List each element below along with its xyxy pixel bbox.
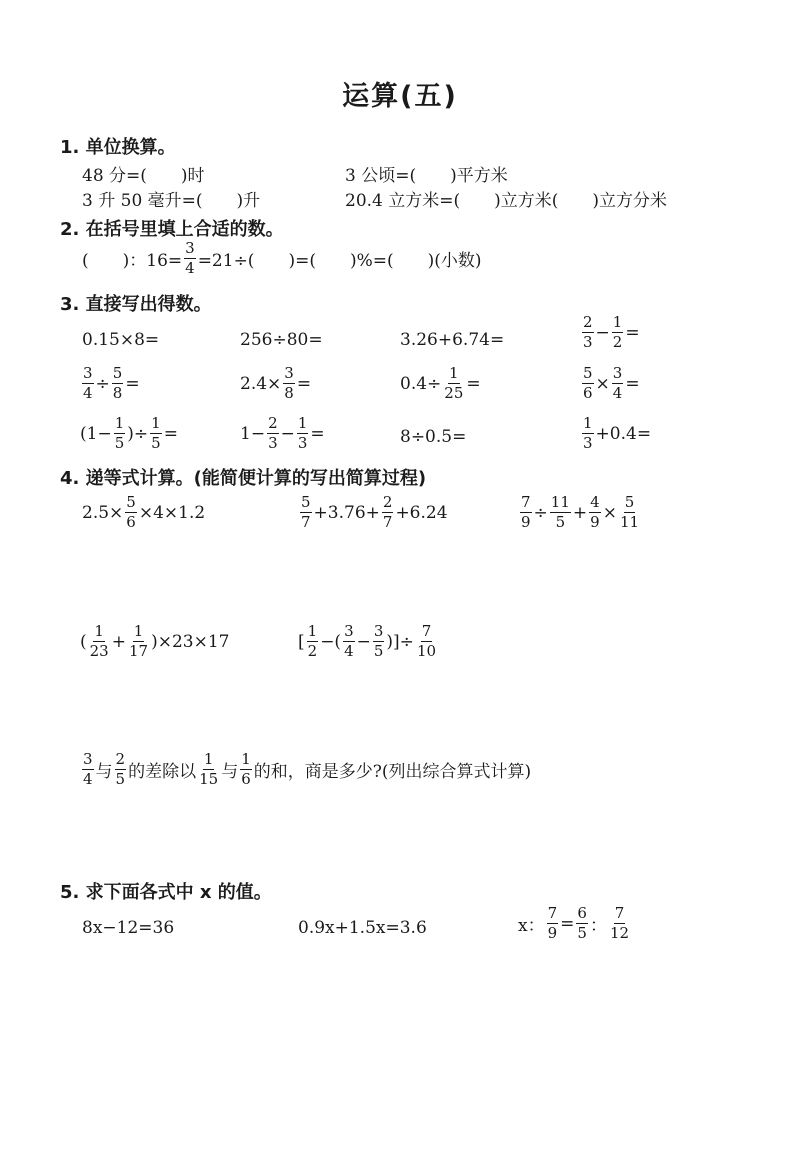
s4-word-problem: $\frac{3}{4}$ 与 $\frac{2}{5}$ 的差除以 $\frac{1}{15}$ 与 $\frac{1}{6}$ 的和，商是多少?(列出综合算式计算): [83, 750, 532, 788]
s3-r3-a: (1− $\frac{1}{5}$ )÷ $\frac{1}{5}$ =: [80, 414, 178, 452]
s3-r2-a: $\frac{3}{4}$ ÷ $\frac{5}{8}$ =: [83, 364, 140, 402]
s5-eq-b: 0.9x+1.5x=3.6: [298, 918, 427, 938]
section-3-heading: 3. 直接写出得数。: [60, 294, 212, 315]
s3-r2-c: 0.4÷ $\frac{1}{25}$ =: [400, 364, 481, 402]
s4-expr-2: $\frac{5}{7}$ +3.76+ $\frac{2}{7}$ +6.24: [301, 493, 448, 531]
s4-expr-4: ( $\frac{1}{23}$ + $\frac{1}{17}$ )×23×17: [80, 622, 230, 660]
section-4-heading: 4. 递等式计算。(能简便计算的写出简算过程): [60, 468, 427, 489]
s3-r3-d: $\frac{1}{3}$ +0.4=: [583, 414, 652, 452]
section-1-heading: 1. 单位换算。: [60, 137, 176, 158]
s2-fraction: $\frac{3}{4}$: [185, 239, 195, 277]
s1-problem-c: 3 升 50 毫升=( )升: [82, 191, 261, 211]
s1-problem-b: 3 公顷=( )平方米: [345, 166, 508, 186]
s2-text-1: ( )：16=: [82, 251, 183, 271]
s3-r1-a: 0.15×8=: [82, 330, 160, 350]
s3-r1-c: 3.26+6.74=: [400, 330, 505, 350]
s3-r2-d: $\frac{5}{6}$ × $\frac{3}{4}$ =: [583, 364, 640, 402]
s5-eq-c: x： $\frac{7}{9}$ = $\frac{6}{5}$ ： $\frac{7}{12}$: [518, 904, 630, 942]
page-title: 运算(五): [342, 81, 458, 112]
s4-expr-1: 2.5× $\frac{5}{6}$ ×4×1.2: [82, 493, 206, 531]
s5-eq-a: 8x−12=36: [82, 918, 175, 938]
s3-r3-c: 8÷0.5=: [400, 427, 467, 447]
s4-expr-5: [ $\frac{1}{2}$ −( $\frac{3}{4}$ − $\frac{3}{5}$ )]÷ $\frac{7}{10}$: [298, 622, 437, 660]
s2-text-2: =21÷( )=( )%=( )(小数): [197, 251, 482, 271]
s3-r3-b: 1− $\frac{2}{3}$ − $\frac{1}{3}$ =: [240, 414, 325, 452]
s2-problem: [82, 241, 482, 276]
s3-r1-d: $\frac{2}{3}$ − $\frac{1}{2}$ =: [583, 313, 640, 351]
section-2-heading: 2. 在括号里填上合适的数。: [60, 219, 284, 240]
s3-r1-b: 256÷80=: [240, 330, 323, 350]
s4-expr-3: $\frac{7}{9}$ ÷ $\frac{11}{5}$ + $\frac{4}{9}$ × $\frac{5}{11}$: [521, 493, 640, 531]
s3-r2-b: 2.4× $\frac{3}{8}$ =: [240, 364, 312, 402]
s1-problem-d: 20.4 立方米=( )立方米( )立方分米: [345, 191, 668, 211]
section-5-heading: 5. 求下面各式中 x 的值。: [60, 882, 272, 903]
s1-problem-a: 48 分=( )时: [82, 166, 205, 186]
